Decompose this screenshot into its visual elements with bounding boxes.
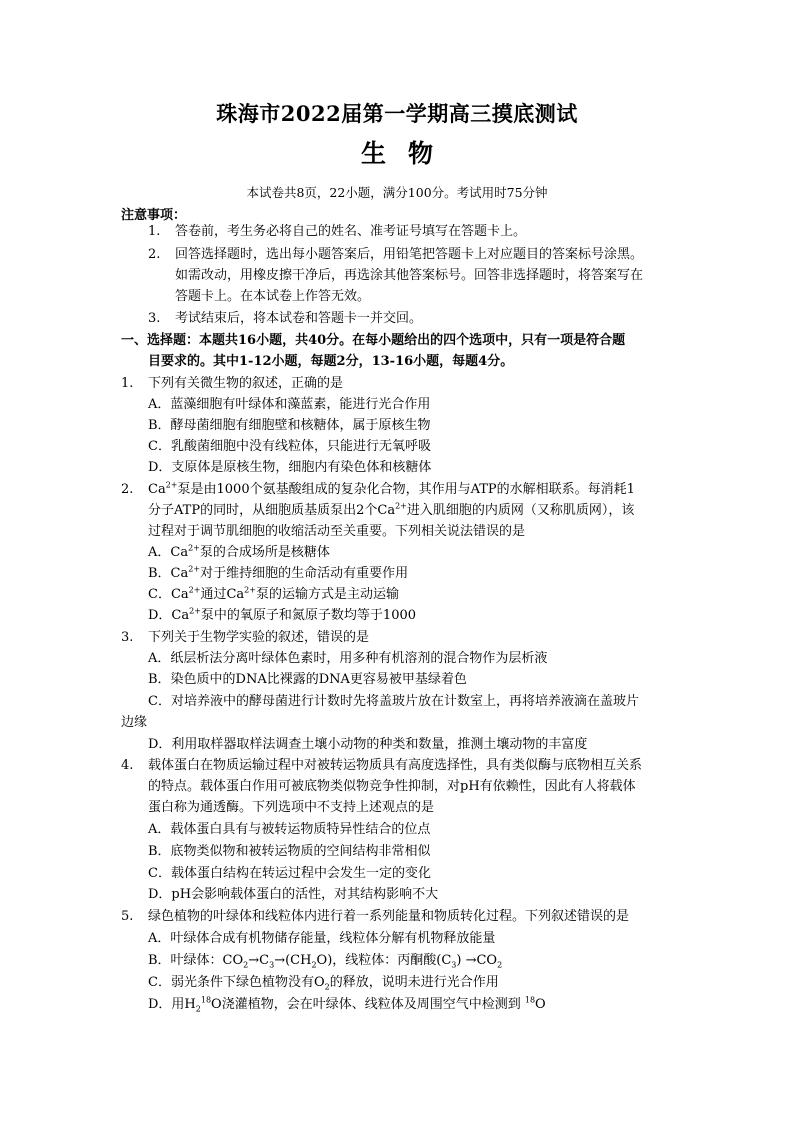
- question-5-option-b: B．叶绿体：$CO_2\to C_3\to(CH_2O)$，线粒体：丙酮酸$(C_3) \to CO_2$: [148, 953, 503, 970]
- note-3-number: 3.: [148, 311, 161, 326]
- question-1-option-d: D．支原体是原核生物，细胞内有染色体和核糖体: [148, 460, 432, 475]
- question-5-option-d: D．用$H_2^{18}O$浇灌植物，会在叶绿体、线粒体及周围空气中检测到 $^{18}$O: [148, 995, 546, 1014]
- question-3-option-a: A．纸层析法分离叶绿体色素时，用多种有机溶剂的混合物作为层析液: [148, 651, 548, 666]
- question-4-stem-line-3: 蛋白称为通透酶。下列选项中不支持上述观点的是: [148, 800, 435, 815]
- note-1: 答卷前，考生务必将自己的姓名、准考证号填写在答题卡上。: [175, 224, 527, 239]
- notes-heading: 注意事项：: [121, 208, 187, 223]
- exam-info: 本试卷共8页，22小题，满分100分。考试用时75分钟: [246, 185, 548, 200]
- note-3: 考试结束后，将本试卷和答题卡一并交回。: [175, 311, 423, 326]
- question-2-stem-line-3: 过程对于调节肌细胞的收缩活动至关重要。下列相关说法错误的是: [148, 524, 526, 539]
- question-5-stem: 绿色植物的叶绿体和线粒体内进行着一系列能量和物质转化过程。下列叙述错误的是: [148, 909, 630, 924]
- question-2-number: 2.: [121, 482, 134, 497]
- note-1-number: 1.: [148, 224, 161, 239]
- question-2-stem-line-1: $Ca^{2+}$泵是由1000个氨基酸组成的复杂化合物，其作用与ATP的水解相联系。每消耗1: [148, 480, 635, 497]
- question-1-number: 1.: [121, 376, 134, 391]
- question-4-number: 4.: [121, 758, 134, 773]
- note-2-line-2: 如需改动，用橡皮擦干净后，再选涂其他答案标号。回答非选择题时，将答案写在: [175, 268, 644, 283]
- question-4-option-a: A．载体蛋白具有与被转运物质特异性结合的位点: [148, 822, 431, 837]
- section-heading-line-1: 一、选择题：本题共16小题，共40分。在每小题给出的四个选项中，只有一项是符合题: [121, 333, 626, 348]
- question-2-option-d: D．$Ca^{2+}$泵中的氧原子和氮原子数均等于1000: [148, 606, 417, 623]
- question-4-option-d: D．pH会影响载体蛋白的活性，对其结构影响不大: [148, 887, 439, 902]
- question-2-stem-line-2: 分子ATP的同时，从细胞质基质泵出2个$Ca^{2+}$进入肌细胞的内质网（又称肌质网），该: [148, 501, 635, 518]
- question-3-stem: 下列关于生物学实验的叙述，错误的是: [148, 630, 370, 645]
- section-heading-line-2: 目要求的。其中1-12小题，每题2分，13-16小题，每题4分。: [148, 354, 514, 369]
- question-4-option-b: B．底物类似物和被转运物质的空间结构非常相似: [148, 844, 431, 859]
- question-4-stem-line-2: 的特点。载体蛋白作用可被底物类似物竞争性抑制，对pH有依赖性，因此有人将载体: [148, 779, 636, 794]
- question-3-option-c-line-2: 边缘: [121, 715, 148, 730]
- exam-title: 珠海市2022届第一学期高三摸底测试: [216, 101, 578, 126]
- question-3-number: 3.: [121, 630, 134, 645]
- question-1-option-c: C．乳酸菌细胞中没有线粒体，只能进行无氧呼吸: [148, 439, 431, 454]
- question-3-option-b: B．染色质中的DNA比裸露的DNA更容易被甲基绿着色: [148, 672, 467, 687]
- question-1-option-b: B．酵母菌细胞有细胞壁和核糖体，属于原核生物: [148, 418, 431, 433]
- subject-title: 生物: [360, 139, 455, 168]
- question-4-option-c: C．载体蛋白结构在转运过程中会发生一定的变化: [148, 866, 431, 881]
- note-2-line-1: 回答选择题时，选出每小题答案后，用铅笔把答题卡上对应题目的答案标号涂黑。: [175, 247, 644, 262]
- question-1-stem: 下列有关微生物的叙述，正确的是: [148, 376, 344, 391]
- question-3-option-c-line-1: C．对培养液中的酵母菌进行计数时先将盖玻片放在计数室上，再将培养液滴在盖玻片: [148, 694, 639, 709]
- question-5-option-a: A．叶绿体合成有机物储存能量，线粒体分解有机物释放能量: [148, 931, 496, 946]
- question-2-option-c: C．$Ca^{2+}$通过$Ca^{2+}$泵的运输方式是主动运输: [148, 585, 399, 602]
- note-2-number: 2.: [148, 247, 161, 262]
- question-4-stem-line-1: 载体蛋白在物质运输过程中对被转运物质具有高度选择性，具有类似酶与底物相互关系: [148, 758, 643, 773]
- note-2-line-3: 答题卡上。在本试卷上作答无效。: [175, 289, 371, 304]
- question-2-option-b: B．$Ca^{2+}$对于维持细胞的生命活动有重要作用: [148, 564, 409, 581]
- question-5-option-c: C．弱光条件下绿色植物没有$O_2$的释放，说明未进行光合作用: [148, 975, 499, 992]
- question-1-option-a: A．蓝藻细胞有叶绿体和藻蓝素，能进行光合作用: [148, 397, 431, 412]
- question-2-option-a: A．$Ca^{2+}$泵的合成场所是核糖体: [148, 543, 330, 560]
- question-3-option-d: D．利用取样器取样法调查土壤小动物的种类和数量，推测土壤动物的丰富度: [148, 737, 588, 752]
- question-5-number: 5.: [121, 909, 134, 924]
